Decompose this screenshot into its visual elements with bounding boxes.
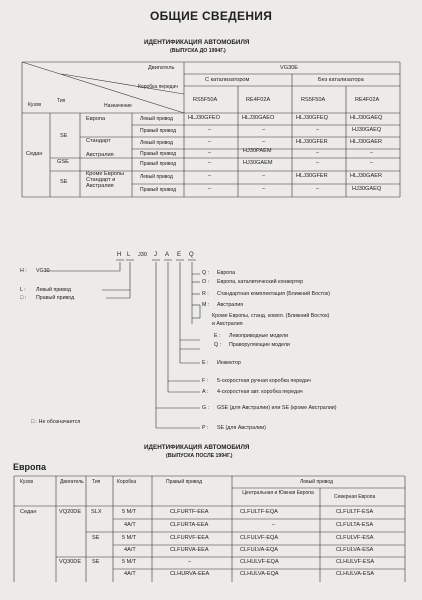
t2-body-header: Кузов — [20, 479, 34, 485]
right-text-8: Инжектор — [217, 360, 241, 366]
right-key-10: A : — [202, 389, 209, 395]
cell-r2-c1: – — [208, 139, 212, 145]
gear-4: RE4F02A — [355, 97, 380, 103]
t2-r0-engine: VQ20DE — [59, 509, 82, 515]
type-se-2: SE — [60, 179, 68, 185]
cell-r4-c4: – — [370, 160, 374, 166]
cell-r6-c2: – — [262, 186, 266, 192]
cell-r4-c3: – — [316, 160, 320, 166]
t2-type-header: Тип — [92, 479, 101, 485]
t2-r3-central: CLFULVA-EQA — [240, 547, 279, 553]
t2-north-header: Северная Европа — [334, 494, 376, 500]
t2-r5-north: CLHULVA-ESA — [336, 571, 375, 577]
cell-r3-c2: HJ30PAEM — [243, 148, 272, 154]
t2-r4-north: CLHULVF-ESA — [336, 559, 375, 565]
purpose-standard: Стандарт — [86, 138, 111, 144]
t2-engine-header: Двигатель — [60, 479, 84, 485]
right-text-0: Европа — [217, 270, 236, 276]
t2-r3-north: CLFULVA-ESA — [336, 547, 374, 553]
t2-r3-gb: 4A/T — [124, 547, 136, 553]
cell-r0-c4: HLJ30GAEQ — [350, 115, 383, 121]
t2-r0-central: CLFULTF-EQA — [240, 509, 278, 515]
body-value: Седан — [26, 151, 43, 157]
cell-r2-c3: HLJ30GFER — [296, 139, 328, 145]
gear-1: RS5F50A — [193, 97, 218, 103]
right-key-9: F : — [202, 378, 209, 384]
cell-r1-c1: – — [208, 127, 212, 133]
table2-subtitle: (ВЫПУСКА ПОСЛЕ 1994Г.) — [166, 453, 233, 459]
right-key-7: Q : — [214, 342, 222, 348]
right-key-6: E : — [214, 333, 221, 339]
t2-r2-central: CLFULVF-EQA — [240, 535, 279, 541]
cell-r3-c3: – — [316, 150, 320, 156]
cell-r2-c4: HLJ30GAER — [350, 139, 383, 145]
right-text-4: Кроме Европы, станд. компл. (Ближний Восток) — [212, 313, 330, 319]
t2-r1-gb: 4A/T — [124, 522, 136, 528]
t2-r4-gb: 5 M/T — [122, 559, 137, 565]
code-letter-a: A — [165, 252, 171, 258]
t2-right-header: Правый привод — [166, 479, 203, 485]
t2-r2-gb: 5 M/T — [122, 535, 137, 541]
cell-r6-c3: – — [316, 186, 320, 192]
cell-r5-c3: HLJ30GFER — [296, 173, 328, 179]
purpose-other: Кроме Европы Стандарт и Австралия — [86, 171, 124, 189]
right-text-11: GSE (для Австралии) или SE (кроме Австралии) — [217, 405, 337, 411]
drive-r3: Правый привод — [140, 151, 177, 157]
cell-r0-c1: HLJ30GFEO — [188, 115, 221, 121]
code-letter-h: H — [117, 252, 123, 258]
engine-value: VG30E — [280, 65, 299, 71]
t2-r0-type: SLX — [91, 509, 102, 515]
t2-central-header: Центральная и Южная Европа — [242, 490, 314, 496]
right-text-10: 4-скоростная авт. коробка передач — [217, 389, 303, 395]
t2-r4-type: SE — [92, 559, 100, 565]
code-letter-l: L — [127, 252, 132, 258]
t2-r4-engine: VQ30DE — [59, 559, 82, 565]
t2-r2-right: CLFURVF-EEA — [170, 535, 209, 541]
t2-r2-type: SE — [92, 535, 100, 541]
page-title: ОБЩИЕ СВЕДЕНИЯ — [150, 9, 273, 23]
right-text-2: Стандартная комплектация (Ближний Восток) — [217, 291, 331, 297]
right-text-1: Европа, каталитический конвертер — [217, 279, 304, 285]
right-text-3: Австралия — [217, 302, 244, 308]
cell-r4-c1: – — [208, 160, 212, 166]
t2-r0-right: CLFURTF-EEA — [170, 509, 209, 515]
t2-gearbox-header: Коробка — [117, 479, 137, 485]
t2-left-header: Левый привод — [300, 479, 333, 485]
t2-r0-north: CLFULTF-ESA — [336, 509, 374, 515]
right-key-1: O : — [202, 279, 210, 285]
right-key-11: G : — [202, 405, 210, 411]
code-letter-j30: J30 — [138, 252, 148, 258]
cell-r3-c4: – — [370, 150, 374, 156]
cell-r5-c4: HLJ30GAER — [350, 173, 383, 179]
engine-label: Двигатель — [148, 65, 175, 71]
table2-title: ИДЕНТИФИКАЦИЯ АВТОМОБИЛЯ — [144, 444, 250, 451]
t2-r2-north: CLFULVF-ESA — [336, 535, 374, 541]
left-key-h: H : — [20, 268, 27, 274]
right-text-9: 5-скоростная ручная коробка передач — [217, 378, 311, 384]
t2-r1-right: CLFURTA-EEA — [170, 522, 209, 528]
cell-r6-c1: – — [208, 186, 212, 192]
cell-r1-c3: – — [316, 127, 320, 133]
drive-r1: Правый привод — [140, 128, 177, 134]
code-note: □ : Не обозначается — [31, 419, 81, 425]
left-key-l: L : — [20, 287, 26, 293]
purpose-header: Назначение — [104, 103, 132, 109]
t2-r4-central: CLHULVF-EQA — [240, 559, 279, 565]
table1-title: ИДЕНТИФИКАЦИЯ АВТОМОБИЛЯ — [144, 39, 250, 46]
t2-r0-body: Седан — [20, 509, 37, 515]
table1-subtitle: (ВЫПУСКА ДО 1994Г.) — [170, 48, 226, 54]
code-letter-j: J — [154, 252, 159, 258]
body-header: Кузов — [28, 102, 42, 108]
table2-region: Европа — [13, 462, 46, 472]
code-letter-q: Q — [189, 252, 196, 258]
drive-r0: Левый привод — [140, 116, 173, 122]
t2-r4-right: – — [188, 559, 192, 565]
right-text-7: Праворуляющие модели — [229, 342, 290, 348]
cell-r5-c1: – — [208, 173, 212, 179]
right-key-0: Q : — [202, 270, 210, 276]
right-text-12: SE (для Австралии) — [217, 425, 266, 431]
cell-r0-c2: HLJ30GAEO — [242, 115, 275, 121]
left-text-h: VG30 — [36, 268, 50, 274]
t2-r5-right: CLHURVA-EEA — [170, 571, 210, 577]
cell-r4-c2: HJ30GAEM — [243, 160, 273, 166]
gearbox-label: Коробка передач — [138, 84, 178, 90]
cell-r5-c2: – — [262, 173, 266, 179]
cell-r1-c2: – — [262, 127, 266, 133]
gear-3: RS5F50A — [301, 97, 326, 103]
left-text-sq: Правый привод — [36, 295, 75, 301]
right-text-5: и Австралия — [212, 321, 243, 327]
right-text-6: Левоприводные модели — [229, 333, 289, 339]
right-key-12: P : — [202, 425, 209, 431]
drive-r5: Левый привод — [140, 174, 173, 180]
left-text-l: Левый привод — [36, 287, 71, 293]
type-gse: GSE — [57, 159, 69, 165]
cell-r6-c4: HJ30GAEQ — [352, 186, 382, 192]
drive-r6: Правый привод — [140, 187, 177, 193]
without-catalyst: Без катализатора — [318, 77, 364, 83]
type-header: Тип — [57, 98, 66, 104]
left-key-sq: □ : — [20, 295, 27, 301]
cell-r1-c4: HJ30GAEQ — [352, 127, 382, 133]
t2-r3-right: CLFURVA-EEA — [170, 547, 209, 553]
cell-r3-c1: – — [208, 150, 212, 156]
purpose-australia: Австралия — [86, 152, 114, 158]
cell-r2-c2: – — [262, 139, 266, 145]
right-key-3: M : — [202, 302, 210, 308]
right-key-2: R : — [202, 291, 209, 297]
type-se-1: SE — [60, 133, 68, 139]
cell-r0-c3: HLJ30GFEQ — [296, 115, 329, 121]
with-catalyst: С катализатором — [205, 77, 250, 83]
code-letter-e: E — [177, 252, 183, 258]
right-key-8: E : — [202, 360, 209, 366]
drive-r2: Левый привод — [140, 140, 173, 146]
gear-2: RE4F02A — [246, 97, 271, 103]
t2-r1-central: – — [272, 522, 276, 528]
t2-r5-central: CLHULVA-EQA — [240, 571, 279, 577]
drive-r4: Правый привод — [140, 161, 177, 167]
purpose-europe: Европа — [86, 116, 106, 122]
t2-r0-gb: 5 M/T — [122, 509, 137, 515]
t2-r5-gb: 4A/T — [124, 571, 136, 577]
t2-r1-north: CLFULTA-ESA — [336, 522, 374, 528]
